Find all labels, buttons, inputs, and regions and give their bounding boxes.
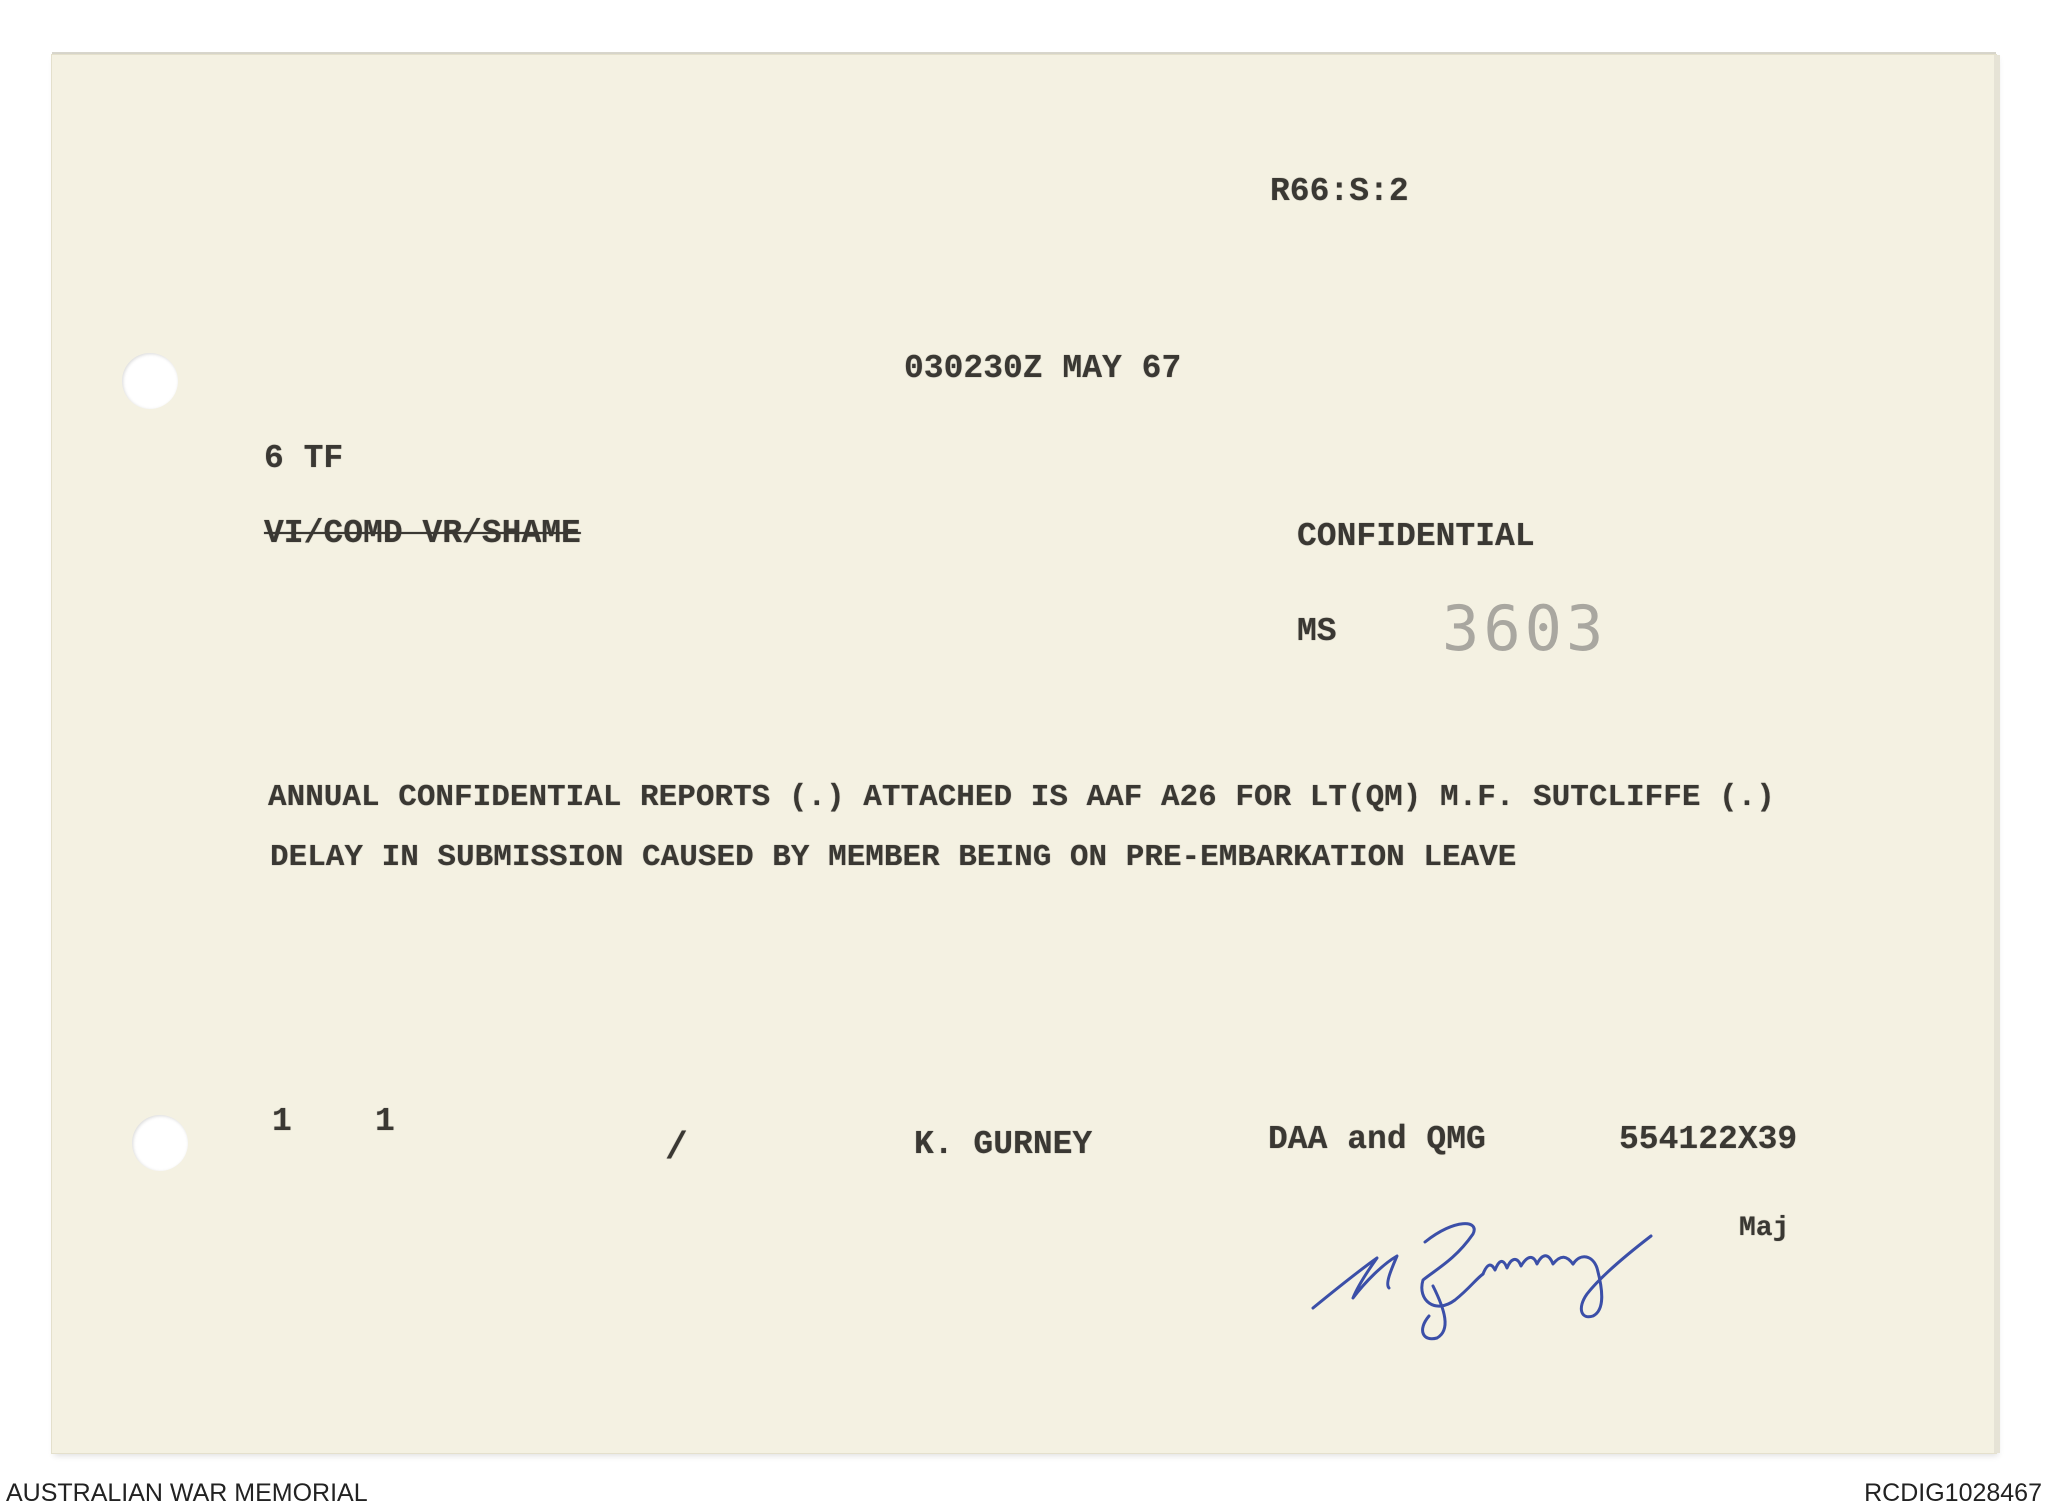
signatory-appointment: DAA and QMG <box>1268 1121 1486 1158</box>
classification: CONFIDENTIAL <box>1297 518 1535 555</box>
ms-number-stamp: 3603 <box>1442 592 1608 665</box>
footer-slash: / <box>665 1127 688 1170</box>
footer-number-first: 1 <box>272 1103 292 1140</box>
punch-hole-top <box>122 353 178 409</box>
institution-label: AUSTRALIAN WAR MEMORIAL <box>6 1479 368 1507</box>
message-body-line-1: ANNUAL CONFIDENTIAL REPORTS (.) ATTACHED IS AAF A26 FOR LT(QM) M.F. SUTCLIFFE (.) <box>268 780 1775 815</box>
datetime-group: 030230Z MAY 67 <box>904 350 1182 387</box>
file-reference: R66:S:2 <box>1270 173 1409 210</box>
addressee: 6 TF <box>264 440 344 477</box>
ms-label: MS <box>1297 613 1337 650</box>
punch-hole-bottom <box>132 1115 188 1171</box>
archive-footer <box>0 1475 2048 1510</box>
rank: Maj <box>1739 1213 1790 1244</box>
struck-out-line: VI/COMD VR/SHAME <box>264 515 581 552</box>
signatory-name: K. GURNEY <box>914 1126 1093 1163</box>
message-body-line-2: DELAY IN SUBMISSION CAUSED BY MEMBER BEING ON PRE-EMBARKATION LEAVE <box>270 840 1517 875</box>
service-number: 554122X39 <box>1619 1121 1798 1158</box>
paper-right-edge <box>1994 55 2000 1453</box>
footer-number-second: 1 <box>375 1103 395 1140</box>
handwritten-signature <box>1305 1190 1725 1350</box>
catalogue-id: RCDIG1028467 <box>1864 1479 2042 1507</box>
